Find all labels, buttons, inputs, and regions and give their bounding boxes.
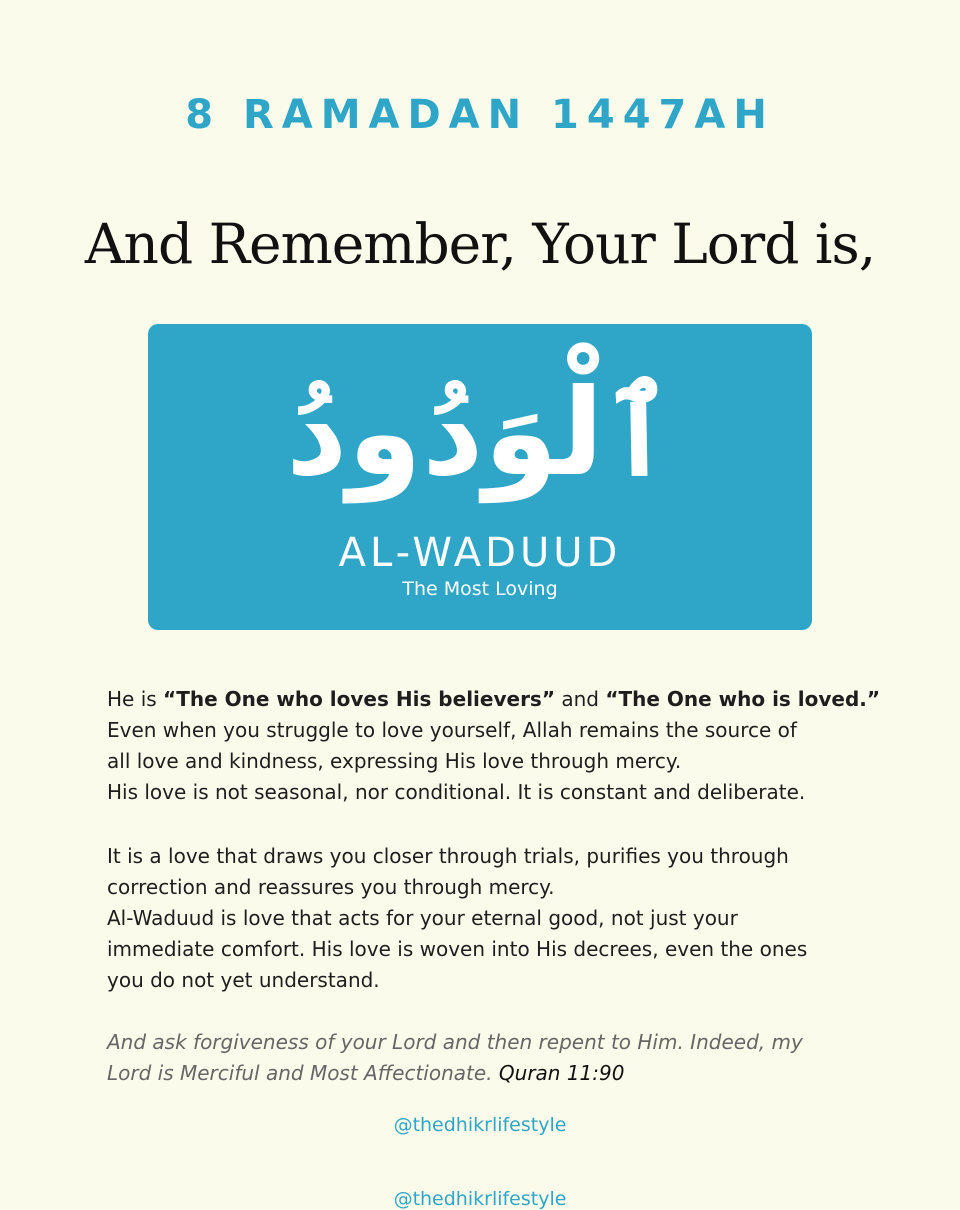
name-card bbox=[148, 324, 812, 630]
paragraph-line: Al-Waduud is love that acts for your eternal good, not just your bbox=[107, 906, 738, 930]
meaning-subtitle: The Most Loving bbox=[402, 578, 558, 600]
page-title: And Remember, Your Lord is, bbox=[84, 212, 876, 276]
social-handle: @thedhikrlifestyle bbox=[393, 1114, 567, 1136]
date-heading: 8 RAMADAN 1447AH bbox=[185, 92, 775, 138]
paragraph-line: His love is not seasonal, nor conditional. It is constant and deliberate. bbox=[107, 780, 806, 804]
verse-text: Lord is Merciful and Most Affectionate. bbox=[107, 1061, 493, 1085]
transliteration: AL-WADUUD bbox=[338, 530, 622, 576]
quote-believers: “The One who loves His believers” bbox=[163, 687, 555, 711]
text-connector: and bbox=[554, 687, 606, 711]
quran-verse bbox=[107, 1027, 867, 1089]
paragraph-line: correction and reassures you through mercy. bbox=[107, 875, 555, 899]
paragraph-line: you do not yet understand. bbox=[107, 968, 380, 992]
paragraph-line: immediate comfort. His love is woven into His decrees, even the ones bbox=[107, 937, 808, 961]
quote-loved: “The One who is loved.” bbox=[605, 687, 881, 711]
paragraph-line: all love and kindness, expressing His love through mercy. bbox=[107, 749, 682, 773]
paragraph-line: It is a love that draws you closer through trials, purifies you through bbox=[107, 844, 789, 868]
paragraph-description bbox=[107, 684, 881, 808]
verse-reference: Quran 11:90 bbox=[498, 1061, 625, 1085]
social-handle-repeat: @thedhikrlifestyle bbox=[393, 1188, 567, 1210]
paragraph-line bbox=[107, 684, 881, 715]
paragraph-line: Even when you struggle to love yourself, Allah remains the source of bbox=[107, 718, 797, 742]
paragraph-reflection bbox=[107, 841, 867, 996]
text-prefix: He is bbox=[107, 687, 164, 711]
verse-line bbox=[107, 1058, 867, 1089]
arabic-name: ٱلْوَدُودُ bbox=[285, 364, 675, 503]
verse-line: And ask forgiveness of your Lord and then repent to Him. Indeed, my bbox=[107, 1030, 803, 1054]
